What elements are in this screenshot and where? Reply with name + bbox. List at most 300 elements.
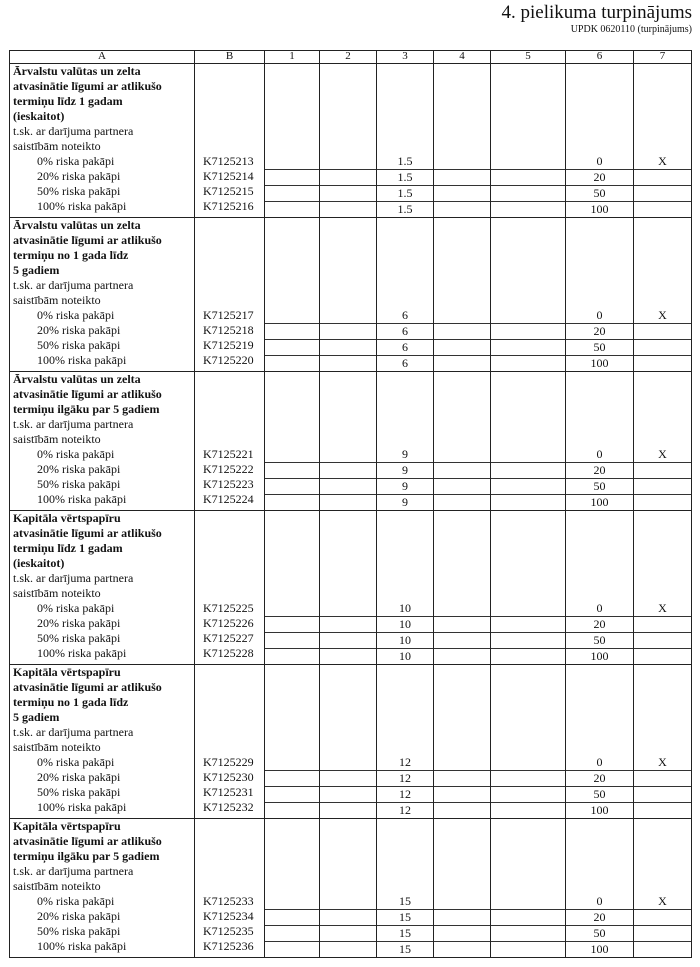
spacer <box>491 740 565 755</box>
spacer <box>566 79 633 94</box>
spacer <box>491 556 565 571</box>
value-c3: 12 <box>377 755 433 771</box>
empty-line <box>491 186 565 202</box>
empty-line <box>265 324 319 340</box>
spacer <box>377 402 433 417</box>
value-c3: 6 <box>377 308 433 324</box>
spacer <box>265 526 319 541</box>
spacer <box>320 79 376 94</box>
spacer <box>434 218 490 233</box>
section-row <box>10 372 692 511</box>
spacer <box>203 665 264 680</box>
empty-line <box>434 755 490 771</box>
spacer <box>491 402 565 417</box>
empty-line <box>265 186 319 202</box>
empty-line <box>320 803 376 818</box>
spacer <box>566 819 633 834</box>
section-note-line: t.sk. ar darījuma partnera <box>13 278 134 292</box>
spacer <box>634 511 691 526</box>
empty-line <box>491 154 565 170</box>
value-c3: 10 <box>377 601 433 617</box>
value-cell-col-3 <box>377 372 434 511</box>
column-header-4: 4 <box>434 51 491 64</box>
spacer <box>377 680 433 695</box>
value-c7 <box>634 324 691 340</box>
spacer <box>377 556 433 571</box>
value-c6: 50 <box>566 340 633 356</box>
value-c3: 12 <box>377 787 433 803</box>
section-title-line: Ārvalstu valūtas un zelta <box>13 372 141 386</box>
spacer <box>203 556 264 571</box>
column-header-3: 3 <box>377 51 434 64</box>
spacer <box>320 263 376 278</box>
empty-line <box>320 356 376 371</box>
empty-line <box>491 308 565 324</box>
section-title-line: termiņu no 1 gada līdz <box>13 695 129 709</box>
empty-line <box>265 463 319 479</box>
spacer <box>491 372 565 387</box>
spacer <box>203 402 264 417</box>
spacer <box>634 571 691 586</box>
empty-line <box>265 617 319 633</box>
section-row <box>10 511 692 665</box>
value-c6: 100 <box>590 803 609 817</box>
spacer <box>434 432 490 447</box>
section-note-line: t.sk. ar darījuma partnera <box>13 124 134 138</box>
empty-line <box>265 154 319 170</box>
value-cell-col-4 <box>434 372 491 511</box>
risk-level-label: 50% riska pakāpi <box>37 631 121 645</box>
row-code: K7125232 <box>203 800 254 814</box>
empty-line <box>265 495 319 510</box>
row-code: K7125224 <box>203 492 254 506</box>
spacer <box>203 233 264 248</box>
value-c3: 6 <box>402 356 408 370</box>
spacer <box>566 740 633 755</box>
spacer <box>434 139 490 154</box>
spacer <box>377 248 433 263</box>
spacer <box>491 218 565 233</box>
value-c6: 20 <box>566 910 633 926</box>
value-c7 <box>634 479 691 495</box>
risk-level-label: 100% riska pakāpi <box>37 800 127 814</box>
section-title-line: termiņu ilgāku par 5 gadiem <box>13 402 160 416</box>
section-note-line: saistībām noteikto <box>13 879 101 893</box>
spacer <box>434 402 490 417</box>
spacer <box>320 124 376 139</box>
spacer <box>491 541 565 556</box>
section-title-line: Ārvalstu valūtas un zelta <box>13 64 141 78</box>
spacer <box>566 139 633 154</box>
spacer <box>566 665 633 680</box>
empty-line <box>265 633 319 649</box>
spacer <box>634 819 691 834</box>
empty-line <box>491 617 565 633</box>
risk-level-label: 20% riska pakāpi <box>37 770 121 784</box>
empty-line <box>434 170 490 186</box>
section-title-line: 5 gadiem <box>13 710 60 724</box>
risk-level-label: 100% riska pakāpi <box>37 353 127 367</box>
section-title-line: (ieskaitot) <box>13 109 65 123</box>
spacer <box>377 571 433 586</box>
empty-line <box>320 649 376 664</box>
empty-line <box>434 356 490 371</box>
spacer <box>434 586 490 601</box>
spacer <box>491 680 565 695</box>
value-c6: 0 <box>566 447 633 463</box>
spacer <box>265 586 319 601</box>
row-code: K7125215 <box>203 184 254 198</box>
section-label-cell <box>10 372 195 511</box>
empty-line <box>265 447 319 463</box>
spacer <box>491 233 565 248</box>
spacer <box>634 680 691 695</box>
empty-line <box>434 803 490 818</box>
empty-line <box>320 601 376 617</box>
spacer <box>434 387 490 402</box>
spacer <box>566 879 633 894</box>
spacer <box>634 695 691 710</box>
value-c6: 50 <box>566 479 633 495</box>
section-note-line: saistībām noteikto <box>13 586 101 600</box>
spacer <box>265 64 319 79</box>
value-c7: X <box>634 601 691 617</box>
value-c7 <box>634 926 691 942</box>
spacer <box>491 109 565 124</box>
value-c6: 0 <box>566 154 633 170</box>
section-note-line: saistībām noteikto <box>13 139 101 153</box>
section-title-line: termiņu ilgāku par 5 gadiem <box>13 849 160 863</box>
spacer <box>377 109 433 124</box>
empty-line <box>434 463 490 479</box>
value-c7 <box>634 910 691 926</box>
spacer <box>434 109 490 124</box>
spacer <box>434 541 490 556</box>
spacer <box>320 586 376 601</box>
value-c3: 6 <box>377 324 433 340</box>
spacer <box>634 263 691 278</box>
value-cell-col-5 <box>491 819 566 958</box>
empty-line <box>320 170 376 186</box>
empty-line <box>265 894 319 910</box>
spacer <box>265 665 319 680</box>
value-c6: 20 <box>566 463 633 479</box>
empty-line <box>265 926 319 942</box>
section-title-line: 5 gadiem <box>13 263 60 277</box>
empty-line <box>491 633 565 649</box>
section-title-line: termiņu līdz 1 gadam <box>13 541 123 555</box>
value-cell-col-4 <box>434 665 491 819</box>
risk-level-label: 100% riska pakāpi <box>37 939 127 953</box>
value-c6: 0 <box>566 601 633 617</box>
spacer <box>434 819 490 834</box>
value-c6: 20 <box>566 324 633 340</box>
spacer <box>434 94 490 109</box>
spacer <box>434 511 490 526</box>
empty-line <box>265 308 319 324</box>
spacer <box>434 849 490 864</box>
spacer <box>566 387 633 402</box>
spacer <box>265 278 319 293</box>
value-c3: 1.5 <box>377 186 433 202</box>
spacer <box>377 541 433 556</box>
row-code: K7125218 <box>203 323 254 337</box>
value-c6: 50 <box>566 926 633 942</box>
spacer <box>434 725 490 740</box>
spacer <box>203 124 264 139</box>
value-cell-col-6 <box>566 64 634 218</box>
spacer <box>203 586 264 601</box>
spacer <box>566 526 633 541</box>
value-c7: X <box>634 447 691 463</box>
risk-level-label: 0% riska pakāpi <box>37 894 115 908</box>
spacer <box>434 293 490 308</box>
spacer <box>634 218 691 233</box>
spacer <box>566 556 633 571</box>
spacer <box>203 139 264 154</box>
column-header-row <box>10 51 692 64</box>
empty-line <box>491 170 565 186</box>
empty-line <box>434 308 490 324</box>
empty-line <box>320 154 376 170</box>
spacer <box>566 233 633 248</box>
empty-line <box>265 787 319 803</box>
spacer <box>491 819 565 834</box>
section-label-cell <box>10 64 195 218</box>
spacer <box>377 417 433 432</box>
spacer <box>634 293 691 308</box>
spacer <box>634 556 691 571</box>
risk-level-label: 0% riska pakāpi <box>37 154 115 168</box>
spacer <box>377 511 433 526</box>
empty-line <box>491 910 565 926</box>
empty-line <box>320 340 376 356</box>
value-cell-col-3 <box>377 64 434 218</box>
spacer <box>634 64 691 79</box>
empty-line <box>434 601 490 617</box>
risk-level-label: 100% riska pakāpi <box>37 492 127 506</box>
row-code: K7125228 <box>203 646 254 660</box>
spacer <box>203 372 264 387</box>
spacer <box>491 665 565 680</box>
spacer <box>566 864 633 879</box>
empty-line <box>265 803 319 818</box>
empty-line <box>434 787 490 803</box>
spacer <box>320 94 376 109</box>
empty-line <box>434 202 490 217</box>
empty-line <box>491 787 565 803</box>
spacer <box>634 248 691 263</box>
spacer <box>434 263 490 278</box>
spacer <box>566 511 633 526</box>
spacer <box>203 432 264 447</box>
spacer <box>203 79 264 94</box>
page-subtitle: UPDK 0620110 (turpinājums) <box>570 24 692 35</box>
spacer <box>491 879 565 894</box>
risk-level-label: 20% riska pakāpi <box>37 169 121 183</box>
section-title-line: termiņu līdz 1 gadam <box>13 94 123 108</box>
spacer <box>634 94 691 109</box>
section-note-line: t.sk. ar darījuma partnera <box>13 571 134 585</box>
row-code: K7125235 <box>203 924 254 938</box>
value-cell-col-7 <box>634 64 692 218</box>
section-note-line: t.sk. ar darījuma partnera <box>13 417 134 431</box>
value-c6: 20 <box>566 771 633 787</box>
spacer <box>320 556 376 571</box>
spacer <box>320 278 376 293</box>
row-code: K7125234 <box>203 909 254 923</box>
spacer <box>634 387 691 402</box>
row-code: K7125222 <box>203 462 254 476</box>
value-cell-col-4 <box>434 511 491 665</box>
spacer <box>377 94 433 109</box>
risk-level-label: 0% riska pakāpi <box>37 755 115 769</box>
spacer <box>377 710 433 725</box>
empty-line <box>265 601 319 617</box>
section-title-line: atvasinātie līgumi ar atlikušo <box>13 834 162 848</box>
spacer <box>265 740 319 755</box>
value-cell-col-6 <box>566 372 634 511</box>
spacer <box>320 740 376 755</box>
spacer <box>566 417 633 432</box>
spacer <box>566 402 633 417</box>
value-c3: 9 <box>377 447 433 463</box>
empty-line <box>265 755 319 771</box>
value-cell-col-6 <box>566 819 634 958</box>
value-c6: 100 <box>590 495 609 509</box>
value-c6: 50 <box>566 633 633 649</box>
value-cell-col-5 <box>491 511 566 665</box>
spacer <box>491 64 565 79</box>
spacer <box>377 233 433 248</box>
value-cell-col-5 <box>491 372 566 511</box>
spacer <box>434 740 490 755</box>
spacer <box>265 218 319 233</box>
row-code: K7125220 <box>203 353 254 367</box>
spacer <box>566 218 633 233</box>
spacer <box>265 94 319 109</box>
column-header-2: 2 <box>320 51 377 64</box>
value-c6: 100 <box>590 649 609 663</box>
spacer <box>377 139 433 154</box>
section-note-line: saistībām noteikto <box>13 293 101 307</box>
spacer <box>320 680 376 695</box>
empty-line <box>320 202 376 217</box>
spacer <box>634 417 691 432</box>
empty-line <box>320 910 376 926</box>
spacer <box>203 387 264 402</box>
empty-line <box>320 495 376 510</box>
value-c7 <box>634 170 691 186</box>
spacer <box>265 879 319 894</box>
spacer <box>434 248 490 263</box>
page-header <box>501 2 692 36</box>
empty-line <box>491 340 565 356</box>
empty-line <box>491 463 565 479</box>
spacer <box>320 293 376 308</box>
empty-line <box>491 479 565 495</box>
spacer <box>320 109 376 124</box>
value-cell-col-2 <box>320 372 377 511</box>
spacer <box>434 64 490 79</box>
spacer <box>203 541 264 556</box>
empty-line <box>320 308 376 324</box>
value-cell-col-3 <box>377 511 434 665</box>
spacer <box>320 710 376 725</box>
column-header-6: 6 <box>566 51 634 64</box>
row-code: K7125223 <box>203 477 254 491</box>
value-cell-col-2 <box>320 218 377 372</box>
spacer <box>203 94 264 109</box>
value-c7 <box>634 495 691 510</box>
spacer <box>320 849 376 864</box>
section-title-line: atvasinātie līgumi ar atlikušo <box>13 387 162 401</box>
spacer <box>491 526 565 541</box>
row-code: K7125214 <box>203 169 254 183</box>
row-code: K7125217 <box>203 308 254 322</box>
value-cell-col-4 <box>434 819 491 958</box>
value-cell-col-1 <box>265 665 320 819</box>
empty-line <box>434 771 490 787</box>
spacer <box>203 64 264 79</box>
value-c3: 9 <box>402 495 408 509</box>
spacer <box>265 248 319 263</box>
empty-line <box>491 324 565 340</box>
spacer <box>203 417 264 432</box>
spacer <box>634 710 691 725</box>
column-header-5: 5 <box>491 51 566 64</box>
value-c7: X <box>634 308 691 324</box>
risk-level-label: 50% riska pakāpi <box>37 338 121 352</box>
spacer <box>377 740 433 755</box>
spacer <box>377 849 433 864</box>
spacer <box>320 402 376 417</box>
value-c7: X <box>634 755 691 771</box>
section-title-line: Kapitāla vērtspapīru <box>13 511 121 525</box>
value-c7 <box>634 803 691 818</box>
section-title-line: atvasinātie līgumi ar atlikušo <box>13 79 162 93</box>
spacer <box>434 556 490 571</box>
spacer <box>203 864 264 879</box>
spacer <box>377 79 433 94</box>
risk-level-label: 20% riska pakāpi <box>37 323 121 337</box>
empty-line <box>491 601 565 617</box>
spacer <box>265 710 319 725</box>
value-cell-col-1 <box>265 511 320 665</box>
empty-line <box>434 186 490 202</box>
spacer <box>434 124 490 139</box>
spacer <box>491 710 565 725</box>
spacer <box>491 278 565 293</box>
empty-line <box>320 926 376 942</box>
spacer <box>265 233 319 248</box>
spacer <box>434 233 490 248</box>
empty-line <box>434 154 490 170</box>
spacer <box>203 293 264 308</box>
spacer <box>265 263 319 278</box>
spacer <box>566 94 633 109</box>
spacer <box>491 94 565 109</box>
spacer <box>320 387 376 402</box>
spacer <box>434 665 490 680</box>
spacer <box>265 79 319 94</box>
value-c3: 12 <box>377 771 433 787</box>
spacer <box>434 879 490 894</box>
empty-line <box>265 649 319 664</box>
spacer <box>634 372 691 387</box>
spacer <box>265 511 319 526</box>
value-cell-col-7 <box>634 372 692 511</box>
